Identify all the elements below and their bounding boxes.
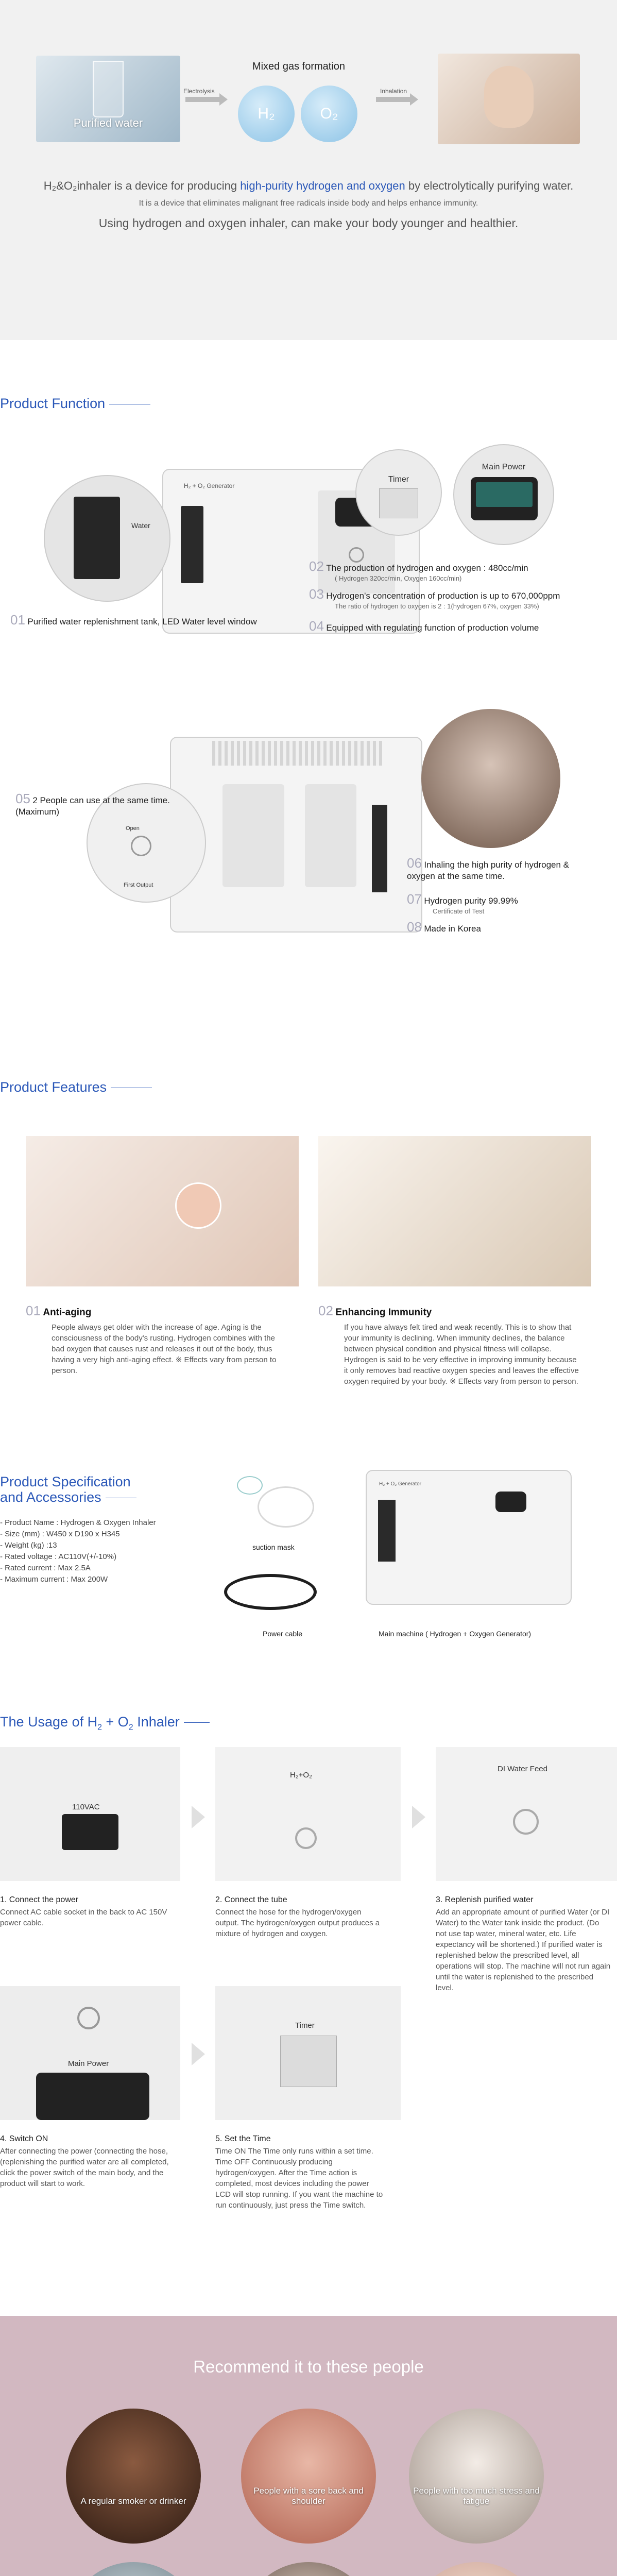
spec-row: - Rated current : Max 2.5A <box>0 1564 91 1572</box>
intro-line-2: It is a device that eliminates malignant free radicals inside body and helps enhance immunity. <box>139 199 478 208</box>
usage-title-text: + O <box>102 1714 129 1730</box>
item-text: Made in Korea <box>424 924 481 934</box>
intro-line-3: Using hydrogen and oxygen inhaler, can make your body younger and healthier. <box>98 216 519 230</box>
feature-heading <box>318 1303 591 1319</box>
gas-title: Mixed gas formation <box>252 61 346 72</box>
timer-display <box>379 488 418 518</box>
main-machine-image <box>366 1470 572 1605</box>
product-features-section <box>0 1028 617 1455</box>
feature-title: Enhancing Immunity <box>335 1307 432 1318</box>
usage-title-sub: 2 <box>128 1723 133 1732</box>
item-number: 07 <box>407 891 422 907</box>
feature-title: Anti-aging <box>43 1307 92 1318</box>
section-title-text: Product Features <box>0 1079 107 1095</box>
water-glass-icon <box>93 61 124 117</box>
step-body: Connect AC cable socket in the back to AC 150V power cable. <box>0 1908 167 1927</box>
function-item-02 <box>309 558 528 582</box>
machine-open-view <box>170 737 422 933</box>
valve-icon <box>295 1827 317 1849</box>
spec-title-line <box>0 1489 136 1505</box>
suction-mask-label: suction mask <box>252 1543 295 1551</box>
function-item-03 <box>309 586 560 610</box>
step-body: Connect the hose for the hydrogen/oxygen output. The hydrogen/oxygen output produces a mixture of hydrogen and oxygen. <box>215 1908 380 1938</box>
feature-body: If you have always felt tired and weak recently. This is to show that your immunity is declining. When immunity declines, the balance between physical condition and physical fitness will collapse. Hydrogen is said to be very effective in improving immunity because it only removes bad reactive oxygen species and leaves the effective oxygen required by your body. ※ Effects vary from person to person. <box>344 1323 579 1386</box>
step-title: 2. Connect the tube <box>215 1895 287 1904</box>
person-dieter <box>409 2562 544 2576</box>
step-title: 5. Set the Time <box>215 2134 271 2143</box>
water-window <box>378 1500 396 1562</box>
recommend-title: Recommend it to these people <box>193 2357 424 2376</box>
step-title: 3. Replenish purified water <box>436 1895 534 1904</box>
section-title <box>0 396 150 412</box>
water-cap-icon <box>513 1809 539 1835</box>
item-number: 05 <box>15 791 30 806</box>
section-title <box>0 1714 210 1732</box>
person-smoker-drinker <box>66 2409 201 2544</box>
section-title-text: Product Function <box>0 396 106 411</box>
spec-title <box>0 1474 136 1505</box>
usage-title-sub: 2 <box>97 1723 102 1732</box>
step-image-label: H₂+O₂ <box>290 1771 312 1780</box>
electrolysis-label: Electrolysis <box>183 88 215 95</box>
person-label: People with a sore back and shoulder <box>253 2486 364 2506</box>
cable-icon <box>224 1574 317 1610</box>
item-text: 2 People can use at the same time. (Maximum) <box>15 795 170 817</box>
next-arrow-icon <box>192 2043 205 2065</box>
step-body: After connecting the power (connecting the hose, (replenishing the purified water are all completed, click the power switch of the main body, and the product will start to work. <box>0 2147 169 2188</box>
inhaling-woman-photo <box>438 54 580 144</box>
usage-title-text: Inhaler <box>133 1714 180 1730</box>
intro-text: H₂&O₂inhaler is a device for producing <box>43 179 241 192</box>
spec-row: - Rated voltage : AC110V(+/-10%) <box>0 1552 117 1561</box>
function-item-05 <box>15 791 170 817</box>
function-item-06 <box>407 855 592 882</box>
item-text: Inhaling the high purity of hydrogen & oxygen at the same time. <box>407 860 570 881</box>
person-label: People with too much stress and fatigue <box>413 2486 540 2506</box>
step-image-label: 110VAC <box>72 1803 100 1811</box>
lcd-display <box>495 1492 526 1512</box>
step-image <box>215 1747 401 1881</box>
machine-header: H₂ + O₂ Generator <box>379 1481 421 1487</box>
immunity-photo <box>318 1136 591 1286</box>
item-number: 02 <box>309 558 324 574</box>
anti-aging-photo <box>26 1136 299 1286</box>
step-image <box>0 1747 180 1881</box>
next-arrow-icon <box>192 1806 205 1828</box>
power-lcd <box>471 477 538 520</box>
o2-label: O₂ <box>320 105 338 122</box>
tube-icon <box>258 1486 314 1528</box>
usage-step-3 <box>436 1747 617 1993</box>
usage-step-4 <box>0 1986 180 2189</box>
step-body: Time ON The Time only runs within a set time. Time OFF Continuously producing hydrogen/oxygen. After the Time action is completed, most devices including the power LCD will stop running. If you want the machine to run continuously, just press the Time switch. <box>215 2147 383 2210</box>
level-tube <box>372 805 387 892</box>
function-item-08 <box>407 919 481 935</box>
power-cable-image <box>219 1564 327 1620</box>
feature-number: 02 <box>318 1303 333 1318</box>
usage-step-1 <box>0 1747 180 1928</box>
item-text: Equipped with regulating function of production volume <box>326 623 539 633</box>
socket-icon <box>62 1814 118 1850</box>
spec-row: - Product Name : Hydrogen & Oxygen Inhaler <box>0 1518 156 1527</box>
step-title: 4. Switch ON <box>0 2134 48 2143</box>
valve-icon <box>131 836 151 856</box>
first-output-label: First Output <box>124 882 153 888</box>
person-sore-back <box>241 2409 376 2544</box>
feature-heading <box>26 1303 299 1319</box>
recommend-section <box>0 2316 617 2576</box>
suction-mask-image <box>227 1471 330 1533</box>
step-image <box>0 1986 180 2120</box>
step-image-label: DI Water Feed <box>498 1765 547 1773</box>
item-text: The production of hydrogen and oxygen : 480cc/min <box>326 563 528 573</box>
spec-list <box>0 1517 156 1585</box>
timer-label: Timer <box>388 475 409 484</box>
water-window <box>181 506 203 583</box>
intro-text: by electrolytically purifying water. <box>405 179 574 192</box>
arrow-right-icon <box>185 97 219 102</box>
step-image <box>215 1986 401 2120</box>
woman-inhaling-photo <box>421 709 560 848</box>
step-image-label: Main Power <box>68 2059 109 2068</box>
person-stress-fatigue <box>409 2409 544 2544</box>
power-lcd <box>36 2073 149 2120</box>
mask-icon <box>237 1476 263 1495</box>
usage-title-text: The Usage of H <box>0 1714 98 1730</box>
machine-header: H₂ + O₂ Generator <box>184 482 235 489</box>
spec-row: - Maximum current : Max 200W <box>0 1575 108 1584</box>
step-title: 1. Connect the power <box>0 1895 79 1904</box>
person-skin-care <box>241 2562 376 2576</box>
person-label: A regular smoker or drinker <box>80 2496 186 2506</box>
step-image-label: Timer <box>295 2021 315 2030</box>
item-subtext: Certificate of Test <box>433 907 485 915</box>
item-number: 03 <box>309 586 324 602</box>
item-text: Purified water replenishment tank, LED Water level window <box>27 617 257 626</box>
spec-row: - Size (mm) : W450 x D190 x H345 <box>0 1530 120 1538</box>
main-power-label: Main Power <box>482 463 526 471</box>
product-function-section <box>0 340 617 1028</box>
arrow-head-icon <box>219 93 228 106</box>
spec-row: - Weight (kg) :13 <box>0 1541 57 1550</box>
feature-body: People always get older with the increase of age. Aging is the consciousness of the body's rusting. Hydrogen combines with the bad oxygen that causes rust and releases it out of the body, thus having a very high anti-aging effect. ※ Effects vary from person to person. <box>52 1323 277 1375</box>
water-zoom-label: Water <box>131 521 150 530</box>
power-cable-label: Power cable <box>263 1630 303 1638</box>
h2-label: H₂ <box>258 105 275 122</box>
item-text: Hydrogen purity 99.99% <box>424 896 518 906</box>
feature-card-immunity <box>318 1136 591 1387</box>
feature-number: 01 <box>26 1303 41 1318</box>
person-recovering-patient <box>66 2562 201 2576</box>
arrow-right-icon <box>376 97 410 102</box>
water-tank-icon <box>74 497 120 579</box>
step-image <box>436 1747 617 1881</box>
item-text: Hydrogen's concentration of production is up to 670,000ppm <box>326 591 560 601</box>
item-number: 08 <box>407 919 422 935</box>
lcd-screen <box>476 482 533 507</box>
usage-step-5 <box>215 1986 401 2211</box>
timer-display <box>280 2036 337 2087</box>
hero-section <box>0 0 617 340</box>
purified-water-photo <box>36 56 180 142</box>
usage-section <box>0 1698 617 2316</box>
item-subtext: ( Hydrogen 320cc/min, Oxygen 160cc/min) <box>335 574 462 582</box>
usage-step-2 <box>215 1747 401 1939</box>
arrow-head-icon <box>410 93 418 106</box>
next-arrow-icon <box>412 1806 425 1828</box>
item-number: 01 <box>10 612 25 628</box>
outlet-panel <box>222 784 284 887</box>
spec-title-text: and Accessories <box>0 1489 101 1505</box>
spec-title-line: Product Specification <box>0 1474 131 1489</box>
h2-bubble <box>238 86 295 142</box>
water-window-zoom <box>44 475 170 602</box>
feature-card-anti-aging <box>26 1136 299 1376</box>
timer-zoom <box>355 449 442 536</box>
open-label: Open <box>126 825 140 832</box>
inhalation-label: Inhalation <box>380 88 407 95</box>
item-number: 06 <box>407 855 422 871</box>
function-item-01 <box>10 612 257 628</box>
skin-zoom-icon <box>175 1182 221 1229</box>
function-item-04 <box>309 618 539 634</box>
section-title <box>0 1079 152 1095</box>
intro-line-1 <box>0 179 617 193</box>
power-switch-icon <box>77 2007 100 2029</box>
vent-grill <box>212 741 382 766</box>
woman-face-icon <box>484 66 534 128</box>
outlet-panel <box>305 784 356 887</box>
spec-section <box>0 1455 617 1698</box>
title-underline <box>184 1722 210 1723</box>
purified-water-label: Purified water <box>73 116 143 129</box>
item-subtext: The ratio of hydrogen to oxygen is 2 : 1(hydrogen 67%, oxygen 33%) <box>335 602 539 610</box>
o2-bubble <box>301 86 357 142</box>
function-item-07 <box>407 891 518 915</box>
item-number: 04 <box>309 618 324 634</box>
main-power-zoom <box>453 444 554 545</box>
step-body: Add an appropriate amount of purified Water (or DI Water) to the Water tank inside the product. (Do not use tap water, mineral water, etc. Life expectancy will be shortened.) If purified water is replenished below the prescribed level, all operations will stop. The machine will not run again until the water is replenished to the prescribed level. <box>436 1908 611 1992</box>
intro-highlight: high-purity hydrogen and oxygen <box>240 179 405 192</box>
main-machine-label: Main machine ( Hydrogen + Oxygen Generator) <box>379 1630 532 1638</box>
